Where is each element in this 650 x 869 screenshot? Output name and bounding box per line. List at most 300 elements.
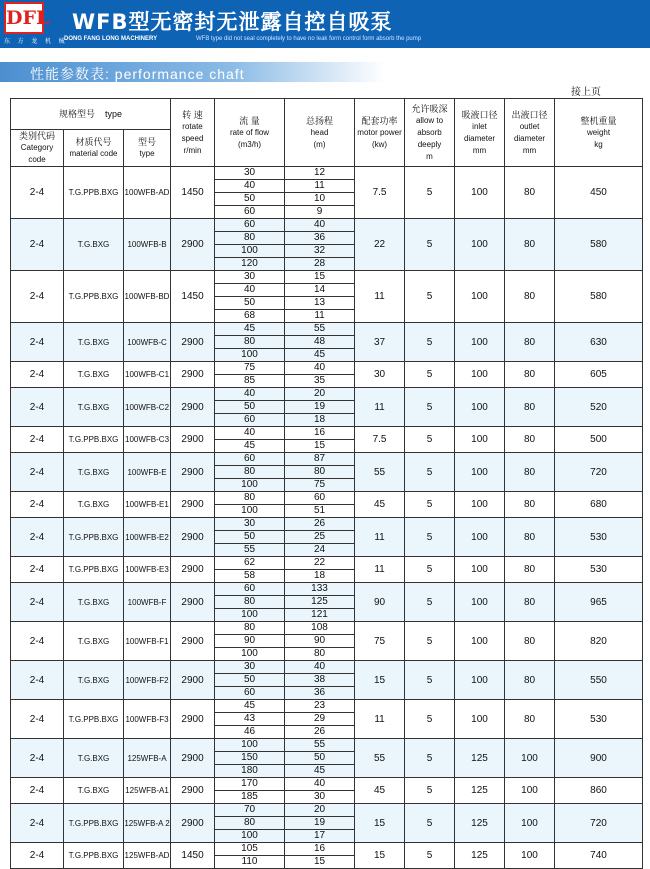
category-cell: 2-4: [11, 219, 64, 271]
category-cell: 2-4: [11, 271, 64, 323]
inlet-cell: 100: [455, 492, 505, 518]
inlet-cell: 100: [455, 427, 505, 453]
speed-cell: 2900: [171, 661, 215, 700]
model-cell: 125WFB-AD: [124, 843, 171, 869]
material-cell: T.G.PPB.BXG: [64, 843, 124, 869]
depth-cell: 5: [405, 167, 455, 219]
depth-cell: 5: [405, 557, 455, 583]
category-cell: 2-4: [11, 843, 64, 869]
speed-cell: 2900: [171, 492, 215, 518]
depth-cell: 5: [405, 219, 455, 271]
inlet-cell: 100: [455, 388, 505, 427]
power-cell: 15: [355, 843, 405, 869]
flow-cell: 60: [215, 583, 285, 596]
table-header: [11, 99, 643, 167]
flow-cell: 60: [215, 453, 285, 466]
outlet-cell: 80: [505, 583, 555, 622]
speed-cell: 1450: [171, 843, 215, 869]
inlet-cell: 100: [455, 518, 505, 557]
material-cell: T.G.BXG: [64, 661, 124, 700]
model-cell: 100WFB-E: [124, 453, 171, 492]
head-cell: 36: [285, 687, 355, 700]
flow-cell: 30: [215, 167, 285, 180]
flow-cell: 45: [215, 440, 285, 453]
power-cell: 11: [355, 518, 405, 557]
head-cell: 36: [285, 232, 355, 245]
table-row: [11, 622, 643, 635]
head-cell: 15: [285, 440, 355, 453]
flow-cell: 70: [215, 804, 285, 817]
flow-cell: 100: [215, 349, 285, 362]
category-cell: 2-4: [11, 804, 64, 843]
outlet-cell: 80: [505, 518, 555, 557]
flow-cell: 46: [215, 726, 285, 739]
outlet-cell: 80: [505, 167, 555, 219]
head-cell: 15: [285, 856, 355, 869]
category-cell: 2-4: [11, 388, 64, 427]
category-cell: 2-4: [11, 700, 64, 739]
outlet-cell: 80: [505, 557, 555, 583]
inlet-cell: 100: [455, 622, 505, 661]
power-cell: 11: [355, 388, 405, 427]
power-cell: 11: [355, 700, 405, 739]
head-cell: 125: [285, 596, 355, 609]
speed-cell: 2900: [171, 622, 215, 661]
flow-cell: 50: [215, 297, 285, 310]
flow-cell: 100: [215, 479, 285, 492]
flow-cell: 30: [215, 518, 285, 531]
table-row: [11, 167, 643, 180]
table-row: [11, 804, 643, 817]
head-cell: 10: [285, 193, 355, 206]
head-cell: 19: [285, 817, 355, 830]
depth-cell: 5: [405, 661, 455, 700]
outlet-cell: 80: [505, 492, 555, 518]
inlet-cell: 125: [455, 778, 505, 804]
weight-cell: 450: [555, 167, 643, 219]
power-cell: 7.5: [355, 427, 405, 453]
model-cell: 100WFB-F2: [124, 661, 171, 700]
power-cell: 75: [355, 622, 405, 661]
outlet-cell: 100: [505, 739, 555, 778]
depth-cell: 5: [405, 739, 455, 778]
model-cell: 100WFB-F1: [124, 622, 171, 661]
table-row: [11, 388, 643, 401]
flow-cell: 68: [215, 310, 285, 323]
head-cell: 17: [285, 830, 355, 843]
category-cell: 2-4: [11, 453, 64, 492]
head-cell: 28: [285, 258, 355, 271]
inlet-cell: 100: [455, 167, 505, 219]
col-model: 型号 type: [124, 130, 171, 167]
head-cell: 40: [285, 219, 355, 232]
flow-cell: 60: [215, 687, 285, 700]
outlet-cell: 100: [505, 778, 555, 804]
col-flow: 流 量 rate of flow (m3/h): [215, 99, 285, 167]
head-cell: 16: [285, 427, 355, 440]
depth-cell: 5: [405, 518, 455, 557]
flow-cell: 80: [215, 622, 285, 635]
depth-cell: 5: [405, 583, 455, 622]
model-cell: 100WFB-B: [124, 219, 171, 271]
flow-cell: 100: [215, 739, 285, 752]
flow-cell: 80: [215, 336, 285, 349]
model-cell: 100WFB-C3: [124, 427, 171, 453]
head-cell: 90: [285, 635, 355, 648]
head-cell: 51: [285, 505, 355, 518]
weight-cell: 720: [555, 453, 643, 492]
outlet-cell: 80: [505, 622, 555, 661]
inlet-cell: 100: [455, 557, 505, 583]
flow-cell: 80: [215, 596, 285, 609]
category-cell: 2-4: [11, 323, 64, 362]
weight-cell: 580: [555, 219, 643, 271]
head-cell: 55: [285, 739, 355, 752]
weight-cell: 630: [555, 323, 643, 362]
table-row: [11, 700, 643, 713]
flow-cell: 50: [215, 193, 285, 206]
col-speed: 转 速 rotate speed r/min: [171, 99, 215, 167]
performance-table: [10, 98, 643, 869]
table-row: [11, 453, 643, 466]
model-cell: 100WFB-AD: [124, 167, 171, 219]
section-title: 性能参数表: performance chaft: [30, 66, 245, 82]
outlet-cell: 80: [505, 700, 555, 739]
speed-cell: 2900: [171, 583, 215, 622]
weight-cell: 530: [555, 518, 643, 557]
category-cell: 2-4: [11, 661, 64, 700]
flow-cell: 55: [215, 544, 285, 557]
flow-cell: 40: [215, 180, 285, 193]
weight-cell: 820: [555, 622, 643, 661]
speed-cell: 1450: [171, 271, 215, 323]
outlet-cell: 80: [505, 453, 555, 492]
table-row: [11, 219, 643, 232]
outlet-cell: 80: [505, 219, 555, 271]
material-cell: T.G.BXG: [64, 492, 124, 518]
head-cell: 38: [285, 674, 355, 687]
outlet-cell: 100: [505, 843, 555, 869]
table-row: [11, 739, 643, 752]
model-cell: 100WFB-C: [124, 323, 171, 362]
material-cell: T.G.PPB.BXG: [64, 427, 124, 453]
head-cell: 11: [285, 180, 355, 193]
category-cell: 2-4: [11, 362, 64, 388]
category-cell: 2-4: [11, 778, 64, 804]
material-cell: T.G.BXG: [64, 453, 124, 492]
category-cell: 2-4: [11, 622, 64, 661]
flow-cell: 85: [215, 375, 285, 388]
category-cell: 2-4: [11, 427, 64, 453]
weight-cell: 500: [555, 427, 643, 453]
inlet-cell: 100: [455, 271, 505, 323]
weight-cell: 720: [555, 804, 643, 843]
inlet-cell: 100: [455, 661, 505, 700]
head-cell: 35: [285, 375, 355, 388]
power-cell: 11: [355, 557, 405, 583]
flow-cell: 80: [215, 492, 285, 505]
category-cell: 2-4: [11, 583, 64, 622]
power-cell: 55: [355, 453, 405, 492]
flow-cell: 50: [215, 401, 285, 414]
flow-cell: 80: [215, 817, 285, 830]
flow-cell: 62: [215, 557, 285, 570]
head-cell: 87: [285, 453, 355, 466]
head-cell: 18: [285, 570, 355, 583]
flow-cell: 100: [215, 830, 285, 843]
flow-cell: 40: [215, 427, 285, 440]
material-cell: T.G.BXG: [64, 583, 124, 622]
flow-cell: 43: [215, 713, 285, 726]
speed-cell: 2900: [171, 427, 215, 453]
col-inlet: 吸液口径 inlet diameter mm: [455, 99, 505, 167]
weight-cell: 520: [555, 388, 643, 427]
model-cell: 100WFB-C2: [124, 388, 171, 427]
model-cell: 125WFB-A1: [124, 778, 171, 804]
flow-cell: 60: [215, 414, 285, 427]
speed-cell: 2900: [171, 518, 215, 557]
depth-cell: 5: [405, 271, 455, 323]
weight-cell: 900: [555, 739, 643, 778]
speed-cell: 2900: [171, 219, 215, 271]
head-cell: 11: [285, 310, 355, 323]
flow-cell: 50: [215, 531, 285, 544]
depth-cell: 5: [405, 804, 455, 843]
flow-cell: 100: [215, 648, 285, 661]
material-cell: T.G.BXG: [64, 388, 124, 427]
col-depth: 允许吸深 allow to absorb deeply m: [405, 99, 455, 167]
power-cell: 15: [355, 804, 405, 843]
table-row: [11, 843, 643, 856]
flow-cell: 75: [215, 362, 285, 375]
head-cell: 45: [285, 349, 355, 362]
head-cell: 40: [285, 661, 355, 674]
flow-cell: 30: [215, 271, 285, 284]
col-head: 总扬程 head (m): [285, 99, 355, 167]
model-cell: 100WFB-E3: [124, 557, 171, 583]
inlet-cell: 100: [455, 219, 505, 271]
model-cell: 100WFB-F: [124, 583, 171, 622]
outlet-cell: 80: [505, 661, 555, 700]
company-name-en: DONG FANG LONG MACHINERY: [64, 36, 158, 42]
material-cell: T.G.BXG: [64, 323, 124, 362]
flow-cell: 100: [215, 505, 285, 518]
category-cell: 2-4: [11, 557, 64, 583]
weight-cell: 550: [555, 661, 643, 700]
outlet-cell: 100: [505, 804, 555, 843]
head-cell: 19: [285, 401, 355, 414]
head-cell: 60: [285, 492, 355, 505]
flow-cell: 120: [215, 258, 285, 271]
flow-cell: 60: [215, 219, 285, 232]
flow-cell: 110: [215, 856, 285, 869]
inlet-cell: 125: [455, 804, 505, 843]
page-header: [0, 0, 650, 48]
table-row: [11, 661, 643, 674]
flow-cell: 180: [215, 765, 285, 778]
table-body: [11, 167, 643, 869]
outlet-cell: 80: [505, 323, 555, 362]
depth-cell: 5: [405, 700, 455, 739]
material-cell: T.G.PPB.BXG: [64, 557, 124, 583]
inlet-cell: 100: [455, 700, 505, 739]
power-cell: 55: [355, 739, 405, 778]
flow-cell: 185: [215, 791, 285, 804]
depth-cell: 5: [405, 843, 455, 869]
flow-cell: 60: [215, 206, 285, 219]
table-row: [11, 427, 643, 440]
head-cell: 26: [285, 518, 355, 531]
head-cell: 16: [285, 843, 355, 856]
col-category: 类别代码 Category code: [11, 130, 64, 167]
material-cell: T.G.PPB.BXG: [64, 700, 124, 739]
flow-cell: 100: [215, 609, 285, 622]
inlet-cell: 125: [455, 739, 505, 778]
col-outlet: 出液口径 outlet diameter mm: [505, 99, 555, 167]
power-cell: 45: [355, 778, 405, 804]
material-cell: T.G.BXG: [64, 778, 124, 804]
flow-cell: 80: [215, 232, 285, 245]
inlet-cell: 100: [455, 323, 505, 362]
material-cell: T.G.BXG: [64, 739, 124, 778]
head-cell: 20: [285, 804, 355, 817]
head-cell: 32: [285, 245, 355, 258]
head-cell: 18: [285, 414, 355, 427]
header-slogan: WFB type did not seal completely to have no leak form control form absorb the pump: [196, 36, 422, 42]
material-cell: T.G.PPB.BXG: [64, 804, 124, 843]
head-cell: 25: [285, 531, 355, 544]
flow-cell: 80: [215, 466, 285, 479]
table-row: [11, 557, 643, 570]
model-cell: 100WFB-F3: [124, 700, 171, 739]
head-cell: 108: [285, 622, 355, 635]
head-cell: 121: [285, 609, 355, 622]
head-cell: 133: [285, 583, 355, 596]
speed-cell: 2900: [171, 778, 215, 804]
model-cell: 100WFB-E2: [124, 518, 171, 557]
speed-cell: 2900: [171, 388, 215, 427]
depth-cell: 5: [405, 453, 455, 492]
outlet-cell: 80: [505, 362, 555, 388]
speed-cell: 2900: [171, 557, 215, 583]
speed-cell: 2900: [171, 739, 215, 778]
model-cell: 100WFB-BD: [124, 271, 171, 323]
inlet-cell: 100: [455, 583, 505, 622]
power-cell: 45: [355, 492, 405, 518]
head-cell: 80: [285, 648, 355, 661]
power-cell: 15: [355, 661, 405, 700]
page-title: WFB型无密封无泄露自控自吸泵: [72, 10, 393, 34]
category-cell: 2-4: [11, 492, 64, 518]
head-cell: 30: [285, 791, 355, 804]
inlet-cell: 125: [455, 843, 505, 869]
material-cell: T.G.PPB.BXG: [64, 167, 124, 219]
weight-cell: 860: [555, 778, 643, 804]
head-cell: 40: [285, 778, 355, 791]
inlet-cell: 100: [455, 453, 505, 492]
material-cell: T.G.PPB.BXG: [64, 271, 124, 323]
table-row: [11, 362, 643, 375]
model-cell: 100WFB-C1: [124, 362, 171, 388]
speed-cell: 2900: [171, 453, 215, 492]
head-cell: 24: [285, 544, 355, 557]
weight-cell: 530: [555, 557, 643, 583]
head-cell: 13: [285, 297, 355, 310]
material-cell: T.G.BXG: [64, 219, 124, 271]
power-cell: 7.5: [355, 167, 405, 219]
depth-cell: 5: [405, 323, 455, 362]
head-cell: 12: [285, 167, 355, 180]
speed-cell: 2900: [171, 700, 215, 739]
speed-cell: 2900: [171, 362, 215, 388]
flow-cell: 40: [215, 284, 285, 297]
depth-cell: 5: [405, 492, 455, 518]
head-cell: 23: [285, 700, 355, 713]
head-cell: 26: [285, 726, 355, 739]
flow-cell: 45: [215, 323, 285, 336]
weight-cell: 740: [555, 843, 643, 869]
category-cell: 2-4: [11, 167, 64, 219]
head-cell: 50: [285, 752, 355, 765]
col-spec: 规格型号 type: [11, 99, 171, 130]
flow-cell: 50: [215, 674, 285, 687]
col-material: 材质代号 material code: [64, 130, 124, 167]
weight-cell: 965: [555, 583, 643, 622]
weight-cell: 530: [555, 700, 643, 739]
inlet-cell: 100: [455, 362, 505, 388]
head-cell: 20: [285, 388, 355, 401]
outlet-cell: 80: [505, 271, 555, 323]
power-cell: 90: [355, 583, 405, 622]
weight-cell: 580: [555, 271, 643, 323]
model-cell: 100WFB-E1: [124, 492, 171, 518]
depth-cell: 5: [405, 362, 455, 388]
speed-cell: 2900: [171, 323, 215, 362]
flow-cell: 105: [215, 843, 285, 856]
power-cell: 11: [355, 271, 405, 323]
company-name-cn: 东 方 龙 机 械: [4, 39, 68, 45]
head-cell: 9: [285, 206, 355, 219]
depth-cell: 5: [405, 427, 455, 453]
speed-cell: 1450: [171, 167, 215, 219]
flow-cell: 58: [215, 570, 285, 583]
head-cell: 14: [285, 284, 355, 297]
head-cell: 75: [285, 479, 355, 492]
table-row: [11, 778, 643, 791]
flow-cell: 150: [215, 752, 285, 765]
col-weight: 整机重量 weight kg: [555, 99, 643, 167]
material-cell: T.G.BXG: [64, 622, 124, 661]
model-cell: 125WFB-A: [124, 739, 171, 778]
category-cell: 2-4: [11, 739, 64, 778]
depth-cell: 5: [405, 778, 455, 804]
weight-cell: 605: [555, 362, 643, 388]
head-cell: 48: [285, 336, 355, 349]
power-cell: 30: [355, 362, 405, 388]
head-cell: 15: [285, 271, 355, 284]
depth-cell: 5: [405, 622, 455, 661]
head-cell: 55: [285, 323, 355, 336]
flow-cell: 100: [215, 245, 285, 258]
power-cell: 37: [355, 323, 405, 362]
table-row: [11, 323, 643, 336]
depth-cell: 5: [405, 388, 455, 427]
power-cell: 22: [355, 219, 405, 271]
model-cell: 125WFB-A 2: [124, 804, 171, 843]
table-row: [11, 271, 643, 284]
outlet-cell: 80: [505, 427, 555, 453]
col-power: 配套功率 motor power (kw): [355, 99, 405, 167]
